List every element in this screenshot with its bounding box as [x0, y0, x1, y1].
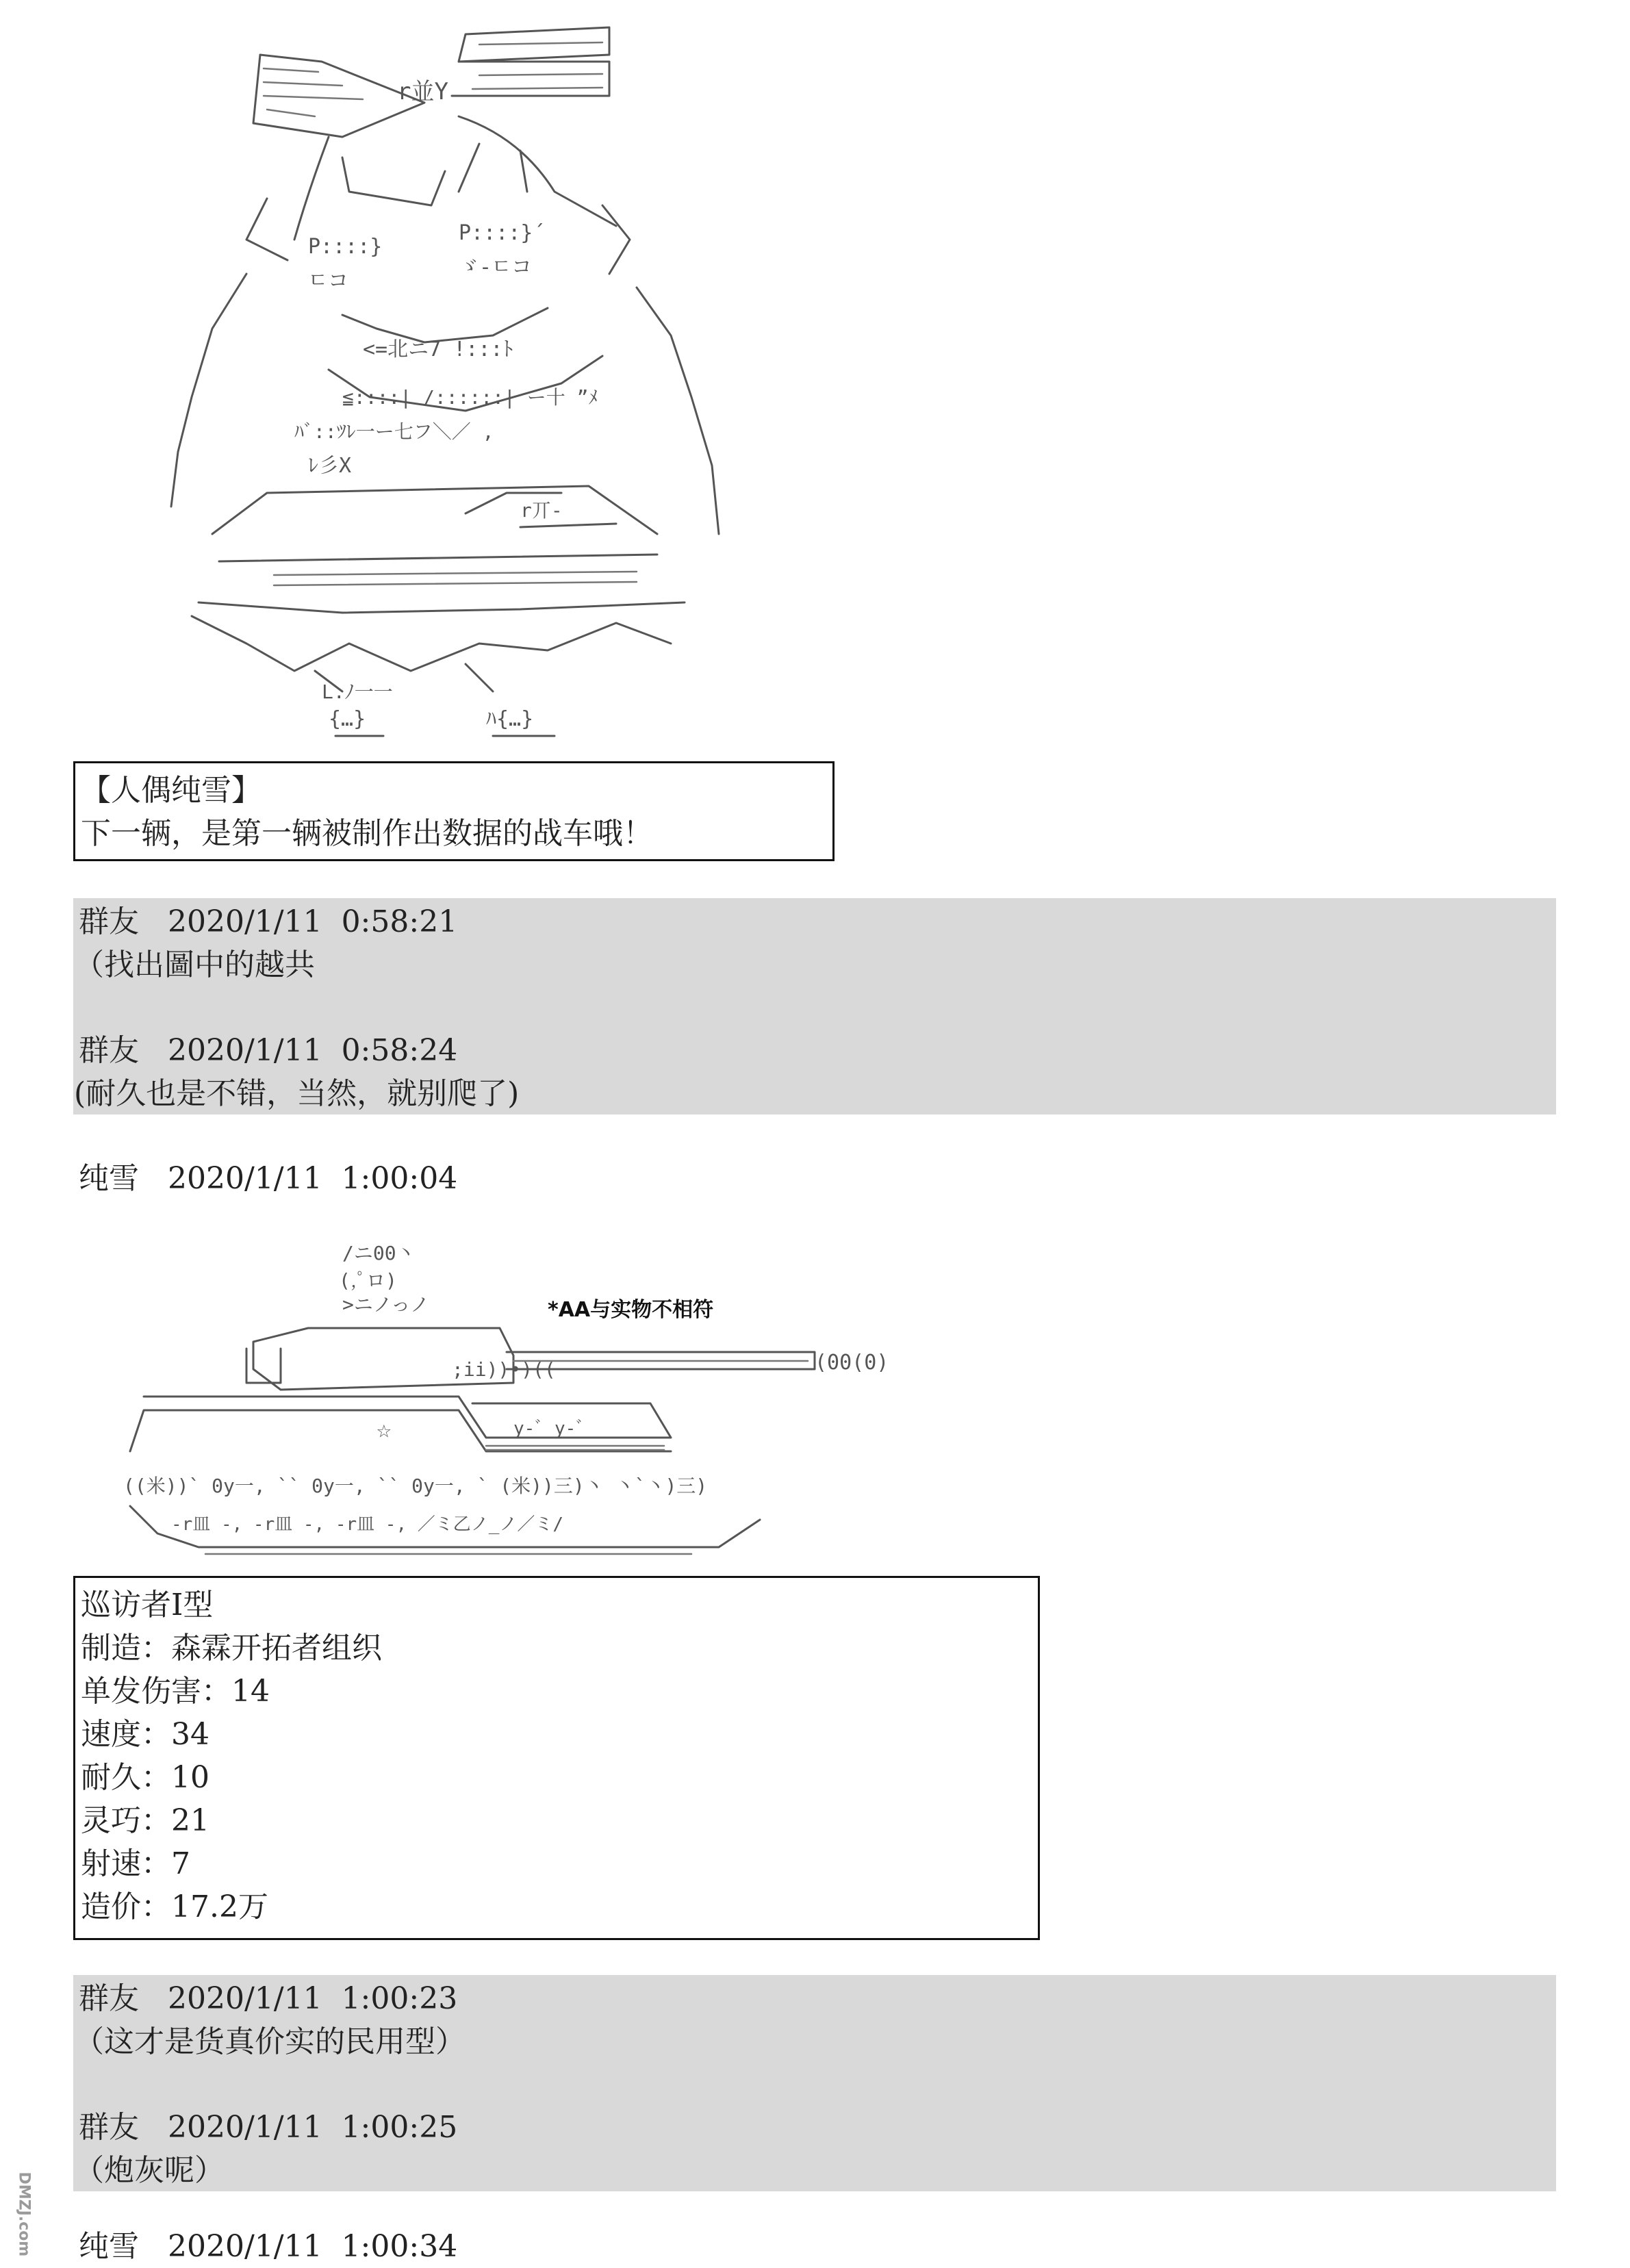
stats-box: [73, 1576, 1040, 1940]
chat-header: [79, 1157, 457, 1200]
stat-row: 射速：7: [81, 1846, 190, 1881]
watermark-logo: DMZJ.com: [15, 2171, 33, 2257]
chat-header: [79, 1977, 457, 2020]
speech-box: [73, 761, 835, 861]
post-date: 2020/1/11: [167, 1981, 322, 2016]
svg-text:{…}: {…}: [329, 707, 366, 731]
svg-text:/ニ00丶: /ニ00丶: [342, 1242, 416, 1264]
svg-text:>ニノっノ: >ニノっノ: [342, 1293, 430, 1316]
post-time: 0:58:21: [341, 904, 458, 939]
tank-name: 巡访者Ⅰ型: [81, 1588, 214, 1622]
stat-row: 制造：森霖开拓者组织: [81, 1631, 382, 1666]
post-date: 2020/1/11: [167, 1161, 322, 1196]
ascii-art-character: [137, 14, 753, 753]
stat-row: 速度：34: [81, 1717, 209, 1752]
svg-text:((米))` 0y一, `` 0y一, `` 0y一, `: ((米))` 0y一, `` 0y一, `` 0y一, ` (米))三)丶 丶`丶)三): [123, 1475, 708, 1497]
post-author: 群友: [79, 1981, 139, 2016]
svg-text:P::::}: P::::}: [308, 235, 383, 259]
post-time: 1:00:34: [341, 2229, 458, 2264]
svg-text:r並Y: r並Y: [397, 78, 448, 105]
stat-row: 单发伤害：14: [81, 1674, 270, 1709]
tank-note: *AA与实物不相符: [548, 1298, 714, 1322]
svg-text:ㄷコ: ㄷコ: [308, 269, 348, 293]
chat-text: （这才是货真价实的民用型）: [74, 2024, 466, 2059]
post-author: 群友: [79, 904, 139, 939]
post-date: 2020/1/11: [167, 1033, 322, 1068]
chat-text: （炮灰呢）: [74, 2153, 225, 2188]
post-time: 1:00:25: [341, 2110, 458, 2145]
stat-row: 灵巧：21: [81, 1803, 209, 1838]
svg-text:ゞ-ㄷコ: ゞ-ㄷコ: [459, 255, 533, 279]
svg-text:(,ﾟロ): (,ﾟロ): [339, 1269, 397, 1292]
svg-text:r丌-: r丌-: [520, 499, 563, 522]
post-date: 2020/1/11: [167, 2110, 322, 2145]
chat-text: (耐久也是不错，当然，就别爬了): [74, 1076, 520, 1111]
chat-text: （找出圖中的越共: [74, 947, 315, 982]
post-date: 2020/1/11: [167, 904, 322, 939]
chat-header: [79, 1029, 457, 1072]
svg-text:-r皿 -, -r皿 -, -r皿 -, ／ミ乙ノ: -r皿 -, -r皿 -, -r皿 -, ／ミ乙ノ_ノ／ミ/: [171, 1514, 564, 1535]
chat-header: [79, 900, 457, 943]
post-author: 群友: [79, 2110, 139, 2145]
svg-text:☆: ☆: [377, 1416, 392, 1444]
chat-header: [79, 2106, 457, 2149]
speech-text: 下一辆，是第一辆被制作出数据的战车哦！: [81, 816, 653, 851]
stat-row: 耐久：10: [81, 1760, 209, 1795]
post-author: 纯雪: [79, 2229, 139, 2264]
post-time: 1:00:04: [341, 1161, 458, 1196]
svg-text:≦::::| /::::::| ー十 ”ﾒ: ≦::::| /::::::| ー十 ”ﾒ: [342, 386, 598, 409]
svg-text:ﾊﾞ::ﾂﾚ一ー七フ＼／ ,: ﾊﾞ::ﾂﾚ一ー七フ＼／ ,: [294, 420, 494, 443]
post-author: 群友: [79, 1033, 139, 1068]
chat-header: [79, 2225, 457, 2268]
svg-text:ﾚ彡X: ﾚ彡X: [308, 454, 352, 478]
svg-text:P::::}´: P::::}´: [459, 221, 546, 245]
post-time: 0:58:24: [341, 1033, 458, 1068]
post-time: 1:00:23: [341, 1981, 458, 2016]
post-author: 纯雪: [79, 1161, 139, 1196]
svg-text:ﾊ{…}: ﾊ{…}: [486, 707, 534, 731]
ascii-art-tank: [103, 1232, 910, 1561]
svg-text:y-ﾞ y-ﾞ: y-ﾞ y-ﾞ: [513, 1418, 585, 1439]
post-date: 2020/1/11: [167, 2229, 322, 2264]
stat-row: 造价：17.2万: [81, 1889, 268, 1924]
svg-text:<=北ニ7 !:::ﾄ: <=北ニ7 !:::ﾄ: [363, 337, 513, 361]
svg-text:L.ﾉ一一: L.ﾉ一一: [322, 680, 393, 703]
svg-text:(00(0): (00(0): [815, 1351, 889, 1375]
speaker-label: 【人偶纯雪】: [81, 773, 262, 808]
svg-text:;ii))•)((: ;ii))•)((: [452, 1358, 556, 1381]
